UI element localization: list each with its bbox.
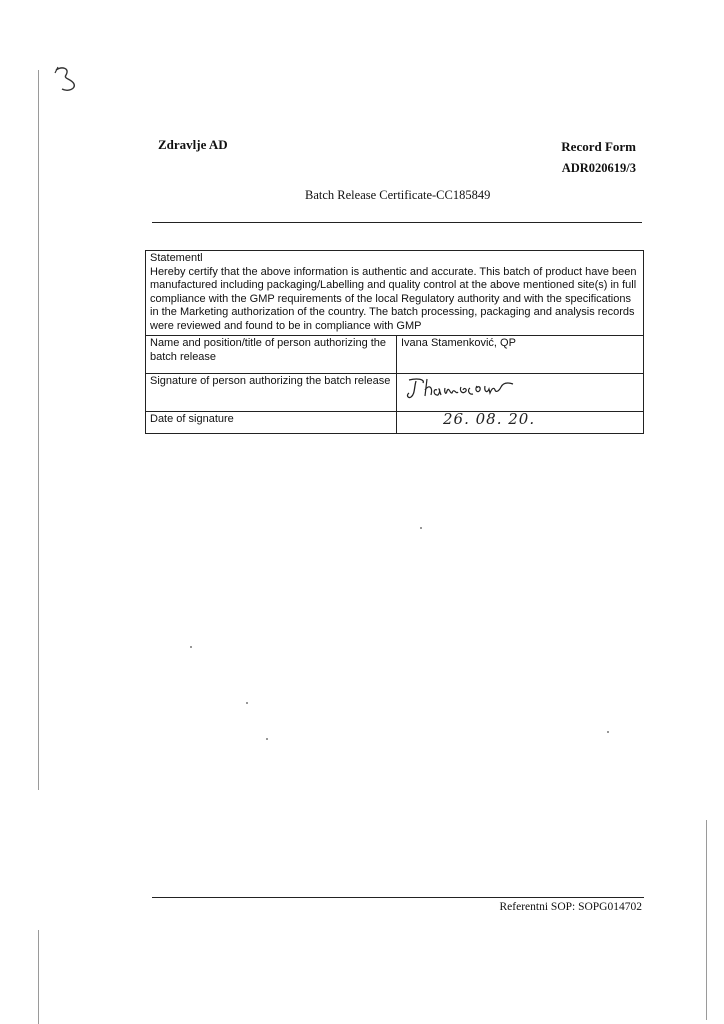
scan-speck xyxy=(190,646,192,648)
handwritten-signature-icon xyxy=(403,374,553,406)
scan-speck xyxy=(420,527,422,529)
date-label: Date of signature xyxy=(146,412,397,434)
date-cell xyxy=(397,412,644,434)
scan-edge-right xyxy=(706,820,707,1020)
signature-cell xyxy=(397,374,644,412)
date-row xyxy=(146,412,644,434)
footer-divider xyxy=(152,897,644,898)
authorizer-value: Ivana Stamenković, QP xyxy=(397,336,644,374)
authorizer-row xyxy=(146,336,644,374)
signature-label: Signature of person authorizing the batch release xyxy=(146,374,397,412)
signature-row xyxy=(146,374,644,412)
record-form-code: ADR020619/3 xyxy=(561,161,636,175)
statement-row xyxy=(146,251,644,336)
authorizer-label: Name and position/title of person authorizing the batch release xyxy=(146,336,397,374)
scan-speck xyxy=(607,731,609,733)
statement-body: Hereby certify that the above information is authentic and accurate. This batch of product have been manufactured including packaging/Labelling and quality control at the above mentioned site(s) in full compliance with the GMP requirements of the local Regulatory authority and with the specifications in the Marketing authorization of the country. The batch processing, packaging and analysis records were reviewed and found to be in compliance with GMP xyxy=(150,265,637,332)
release-table xyxy=(145,250,644,434)
certificate-title: Batch Release Certificate-CC185849 xyxy=(305,188,491,202)
company-name: Zdravlje AD xyxy=(158,137,228,152)
scan-edge-left-lower xyxy=(38,930,39,1024)
scan-speck xyxy=(266,738,268,740)
statement-title: Statementl xyxy=(150,252,203,264)
scan-edge-left xyxy=(38,70,39,790)
statement-cell xyxy=(146,251,644,336)
record-form-label: Record Form xyxy=(561,139,636,154)
scan-speck xyxy=(246,702,248,704)
date-value: 26. 08. 20. xyxy=(443,410,536,428)
header-divider xyxy=(152,222,642,223)
handwritten-mark-icon xyxy=(50,62,80,94)
footer-reference: Referentni SOP: SOPG014702 xyxy=(499,901,642,913)
